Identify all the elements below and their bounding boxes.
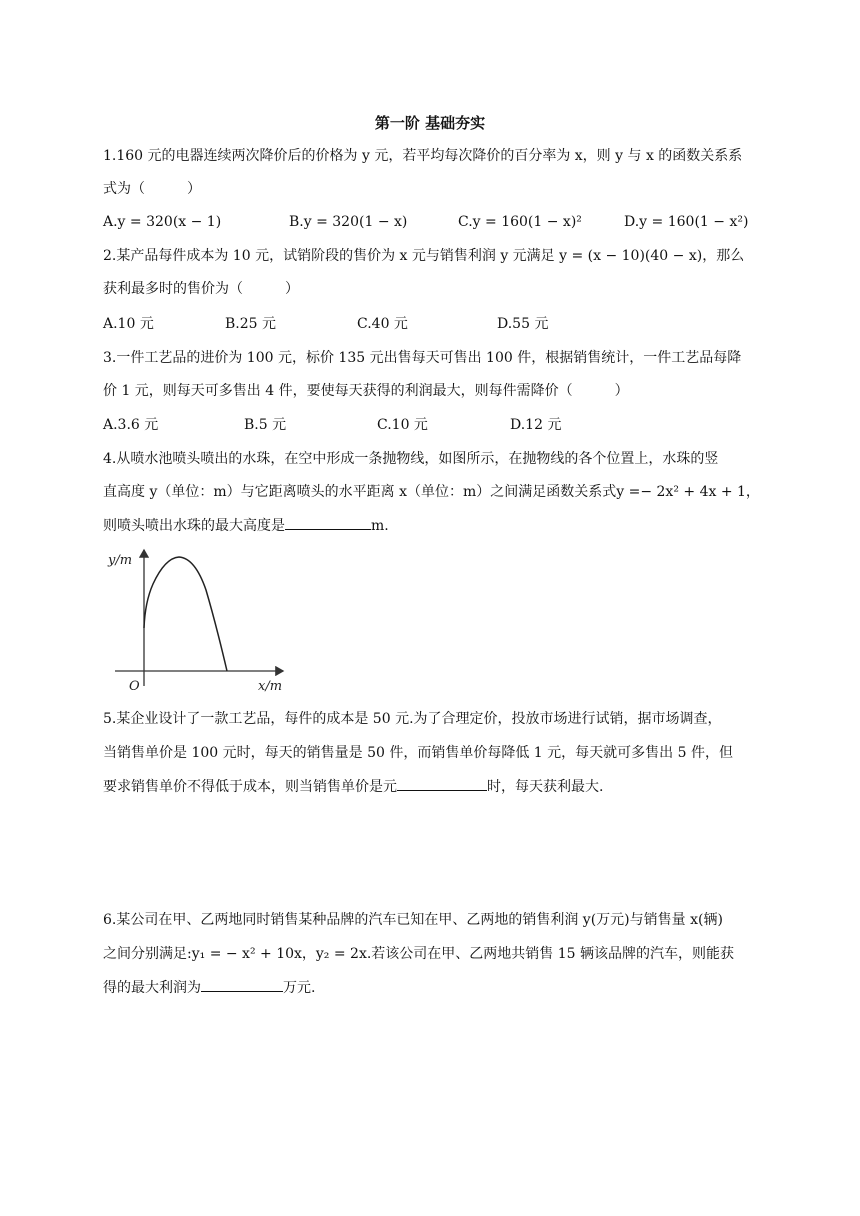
q3-option-b: B.5 元 bbox=[244, 417, 287, 433]
q4-line-1: 4.从喷水池喷头喷出的水珠，在空中形成一条抛物线，如图所示，在抛物线的各个位置上，水珠的竖 bbox=[103, 451, 719, 467]
q6-line-3-text: 得的最大利润为 bbox=[103, 980, 201, 996]
q3-line-2: 价 1 元，则每天可多售出 4 件，要使每天获得的利润最大，则每件需降价（ ） bbox=[103, 383, 629, 399]
q6-answer-blank[interactable] bbox=[201, 977, 283, 992]
x-axis-label: x/m bbox=[258, 679, 283, 694]
q1-option-a: A.y = 320(x − 1) bbox=[103, 214, 222, 230]
q4-answer-blank[interactable] bbox=[285, 515, 371, 530]
q6-line-3-end: 万元. bbox=[283, 980, 316, 996]
y-axis-label: y/m bbox=[108, 553, 133, 568]
q6-line-2: 之间分别满足:y₁ = − x² + 10x，y₂ = 2x.若该公司在甲、乙两地共销售 15 辆该品牌的汽车，则能获 bbox=[103, 946, 735, 962]
parabola-graph bbox=[103, 544, 293, 694]
q5-line-3-end: 时，每天获利最大. bbox=[487, 779, 604, 795]
q3-line-1: 3.一件工艺品的进价为 100 元，标价 135 元出售每天可售出 100 件，根据销售统计，一件工艺品每降 bbox=[103, 350, 742, 366]
q2-option-b: B.25 元 bbox=[225, 316, 277, 332]
q1-line-1: 1.160 元的电器连续两次降价后的价格为 y 元，若平均每次降价的百分率为 x，则 y 与 x 的函数关系系 bbox=[103, 148, 743, 164]
q2-line-2: 获利最多时的售价为（ ） bbox=[103, 281, 299, 297]
q5-line-3 bbox=[103, 776, 603, 797]
q1-line-2: 式为（ ） bbox=[103, 181, 201, 197]
q1-option-b: B.y = 320(1 − x) bbox=[289, 214, 408, 230]
q2-options bbox=[0, 314, 860, 334]
q5-line-3-text: 要求销售单价不得低于成本，则当销售单价是元 bbox=[103, 779, 397, 795]
section-title: 第一阶 基础夯实 bbox=[374, 114, 486, 132]
q1-option-d: D.y = 160(1 − x²) bbox=[624, 214, 749, 230]
q4-line-2: 直高度 y（单位：m）与它距离喷头的水平距离 x（单位：m）之间满足函数关系式y =− 2x² + 4x + 1， bbox=[103, 484, 760, 500]
q4-line-3 bbox=[103, 515, 389, 536]
q4-line-3-text: 则喷头喷出水珠的最大高度是 bbox=[103, 518, 285, 534]
q2-option-a: A.10 元 bbox=[103, 316, 154, 332]
q3-option-d: D.12 元 bbox=[510, 417, 562, 433]
q6-line-1: 6.某公司在甲、乙两地同时销售某种品牌的汽车已知在甲、乙两地的销售利润 y(万元)与销售量 x(辆) bbox=[103, 912, 723, 928]
q5-line-2: 当销售单价是 100 元时，每天的销售量是 50 件，而销售单价每降低 1 元，每天就可多售出 5 件，但 bbox=[103, 745, 733, 761]
q6-line-3 bbox=[103, 977, 315, 998]
origin-label: O bbox=[129, 679, 140, 694]
q5-answer-blank[interactable] bbox=[397, 776, 487, 791]
q3-option-c: C.10 元 bbox=[377, 417, 428, 433]
q2-line-1: 2.某产品每件成本为 10 元，试销阶段的售价为 x 元与销售利润 y 元满足 y = (x − 10)(40 − x)，那么 bbox=[103, 248, 745, 264]
q3-options bbox=[0, 415, 860, 435]
q1-options bbox=[0, 212, 860, 232]
parabola-curve bbox=[144, 557, 227, 671]
q3-option-a: A.3.6 元 bbox=[103, 417, 159, 433]
q1-option-c: C.y = 160(1 − x)² bbox=[458, 214, 582, 230]
q2-option-c: C.40 元 bbox=[357, 316, 408, 332]
q4-line-3-end: m. bbox=[371, 518, 389, 534]
q5-line-1: 5.某企业设计了一款工艺品，每件的成本是 50 元.为了合理定价，投放市场进行试销，据市场调查， bbox=[103, 711, 722, 727]
q2-option-d: D.55 元 bbox=[497, 316, 549, 332]
